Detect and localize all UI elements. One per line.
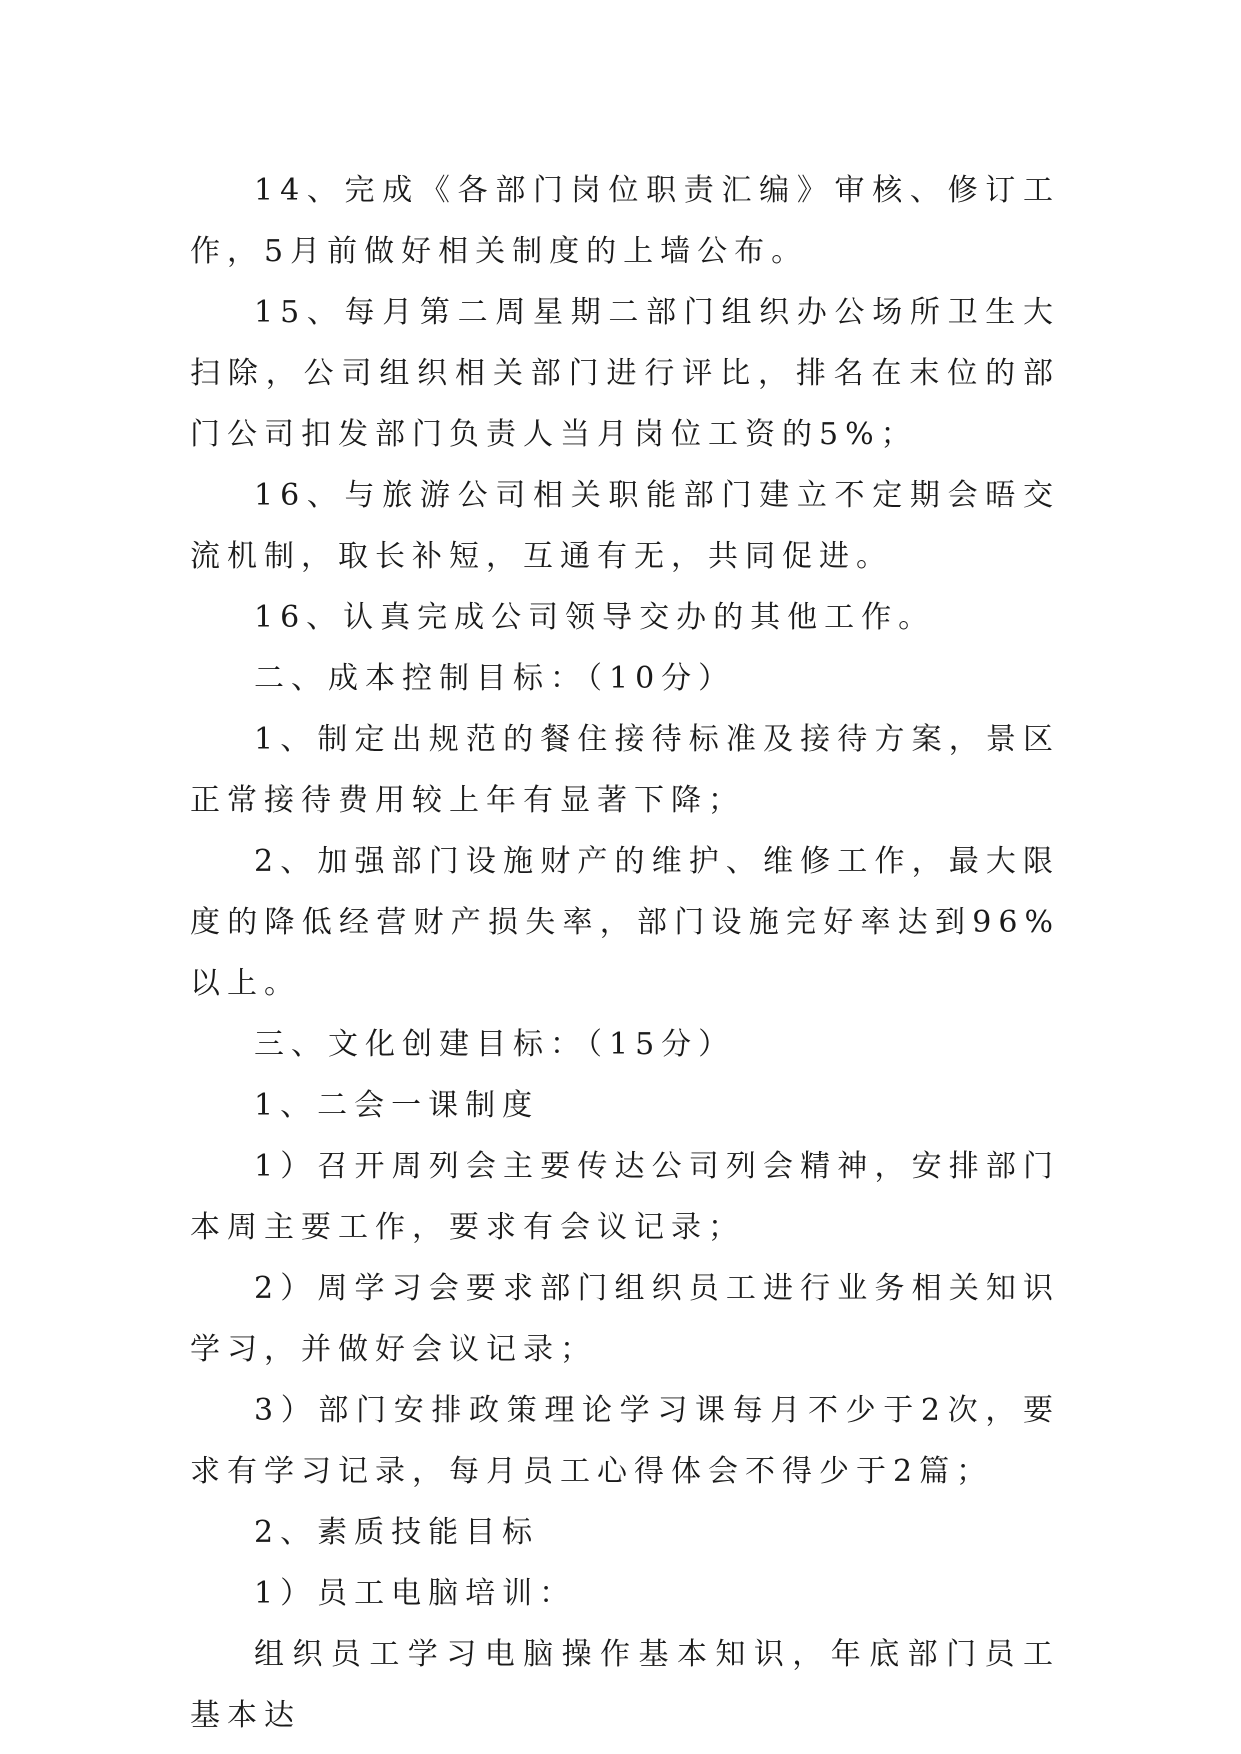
paragraph-14-duty-compilation: 14、完成《各部门岗位职责汇编》审核、修订工作，5月前做好相关制度的上墙公布。 bbox=[190, 173, 1060, 269]
subheading-skill-goals: 2、素质技能目标 bbox=[254, 1515, 540, 1550]
paragraph-15-office-cleaning: 15、每月第二周星期二部门组织办公场所卫生大扫除，公司组织相关部门进行评比，排名在末位的部门公司扣发部门负责人当月岗位工资的5%； bbox=[190, 295, 1060, 452]
paragraph-weekly-meeting: 1）召开周列会主要传达公司列会精神，安排部门本周主要工作，要求有会议记录； bbox=[190, 1149, 1060, 1245]
paragraph-facility-maintenance: 2、加强部门设施财产的维护、维修工作，最大限度的降低经营财产损失率，部门设施完好率达到96%以上。 bbox=[190, 844, 1060, 1001]
heading-culture-building: 三、文化创建目标：（15分） bbox=[254, 1027, 736, 1062]
subheading-computer-training: 1）员工电脑培训： bbox=[254, 1576, 577, 1611]
paragraph-policy-study: 3）部门安排政策理论学习课每月不少于2次，要求有学习记录，每月员工心得体会不得少于2篇； bbox=[190, 1393, 1060, 1489]
paragraph-16-exchange-mechanism: 16、与旅游公司相关职能部门建立不定期会晤交流机制，取长补短，互通有无，共同促进。 bbox=[190, 478, 1060, 574]
heading-cost-control: 二、成本控制目标：（10分） bbox=[254, 661, 736, 696]
paragraph-computer-basics: 组织员工学习电脑操作基本知识，年底部门员工基本达 bbox=[190, 1637, 1060, 1733]
document-body bbox=[190, 160, 1060, 1746]
paragraph-16-other-work: 16、认真完成公司领导交办的其他工作。 bbox=[254, 600, 936, 635]
subheading-meeting-system: 1、二会一课制度 bbox=[254, 1088, 540, 1123]
paragraph-reception-standard: 1、制定出规范的餐住接待标准及接待方案，景区正常接待费用较上年有显著下降； bbox=[190, 722, 1060, 818]
paragraph-weekly-study: 2）周学习会要求部门组织员工进行业务相关知识学习，并做好会议记录； bbox=[190, 1271, 1060, 1367]
